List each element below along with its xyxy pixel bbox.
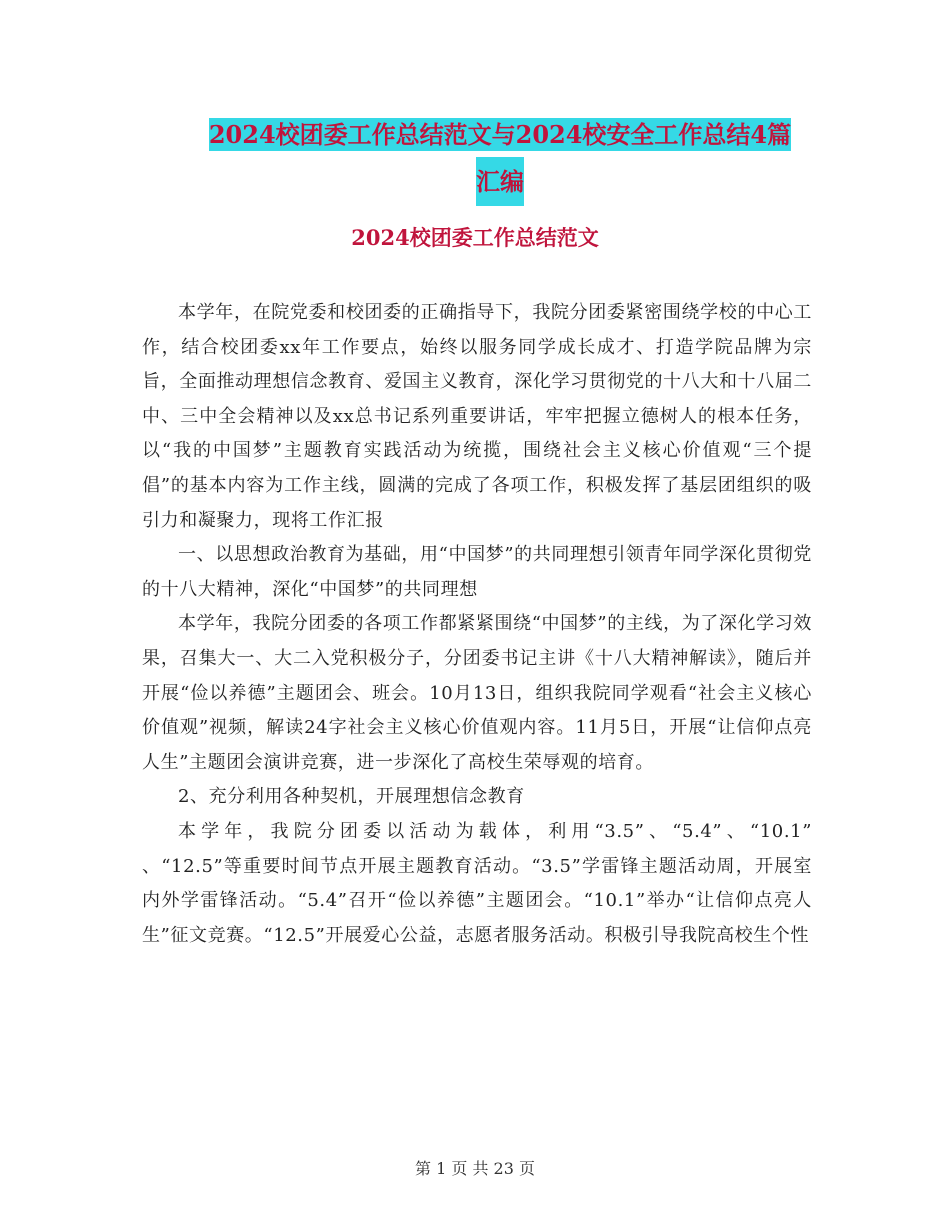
- paragraph: 2、充分利用各种契机，开展理想信念教育: [178, 786, 525, 808]
- document-title: [140, 112, 860, 206]
- page-footer: 第 1 页 共 23 页: [415, 1159, 535, 1178]
- title-line-2: 汇编: [476, 157, 524, 206]
- paragraph: 本学年，我院分团委以活动为载体，利用“3.5”、“5.4”、“10.1” 、“12.5”等重要时间节点开展主题教育活动。“3.5”学雷锋主题活动周，开展室内外学雷锋活动。“5.4”召开“俭以养德”主题团会。“10.1”举办“让信仰点亮人生”征文竞赛。“12.5”开展爱心公益，志愿者服务活动。积极引导我院高校生个性: [142, 820, 812, 946]
- paragraph: 本学年，在院党委和校团委的正确指导下，我院分团委紧密围绕学校的中心工作，结合校团委xx年工作要点，始终以服务同学成长成才、打造学院品牌为宗旨，全面推动理想信念教育、爱国主义教育，深化学习贯彻党的十八大和十八届二中、三中全会精神以及xx总书记系列重要讲话，牢牢把握立德树人的根本任务，以“我的中国梦”主题教育实践活动为统揽，围绕社会主义核心价值观“三个提倡”的基本内容为工作主线，圆满的完成了各项工作，积极发挥了基层团组织的吸引力和凝聚力，现将工作汇报: [142, 302, 812, 531]
- title-line-1: 2024校团委工作总结范文与2024校安全工作总结4篇: [208, 120, 792, 149]
- paragraph: 本学年，我院分团委的各项工作都紧紧围绕“中国梦”的主线，为了深化学习效果，召集大一、大二入党积极分子，分团委书记主讲《十八大精神解读》，随后并开展“俭以养德”主题团会、班会。10月13日，组织我院同学观看“社会主义核心价值观”视频，解读24字社会主义核心价值观内容。11月5日，开展“让信仰点亮人生”主题团会演讲竞赛，进一步深化了高校生荣辱观的培育。: [142, 613, 812, 773]
- section-title: 2024校团委工作总结范文: [351, 225, 599, 250]
- paragraph: 一、以思想政治教育为基础，用“中国梦”的共同理想引领青年同学深化贯彻党的十八大精神，深化“中国梦”的共同理想: [142, 544, 812, 600]
- body-text: [142, 296, 812, 953]
